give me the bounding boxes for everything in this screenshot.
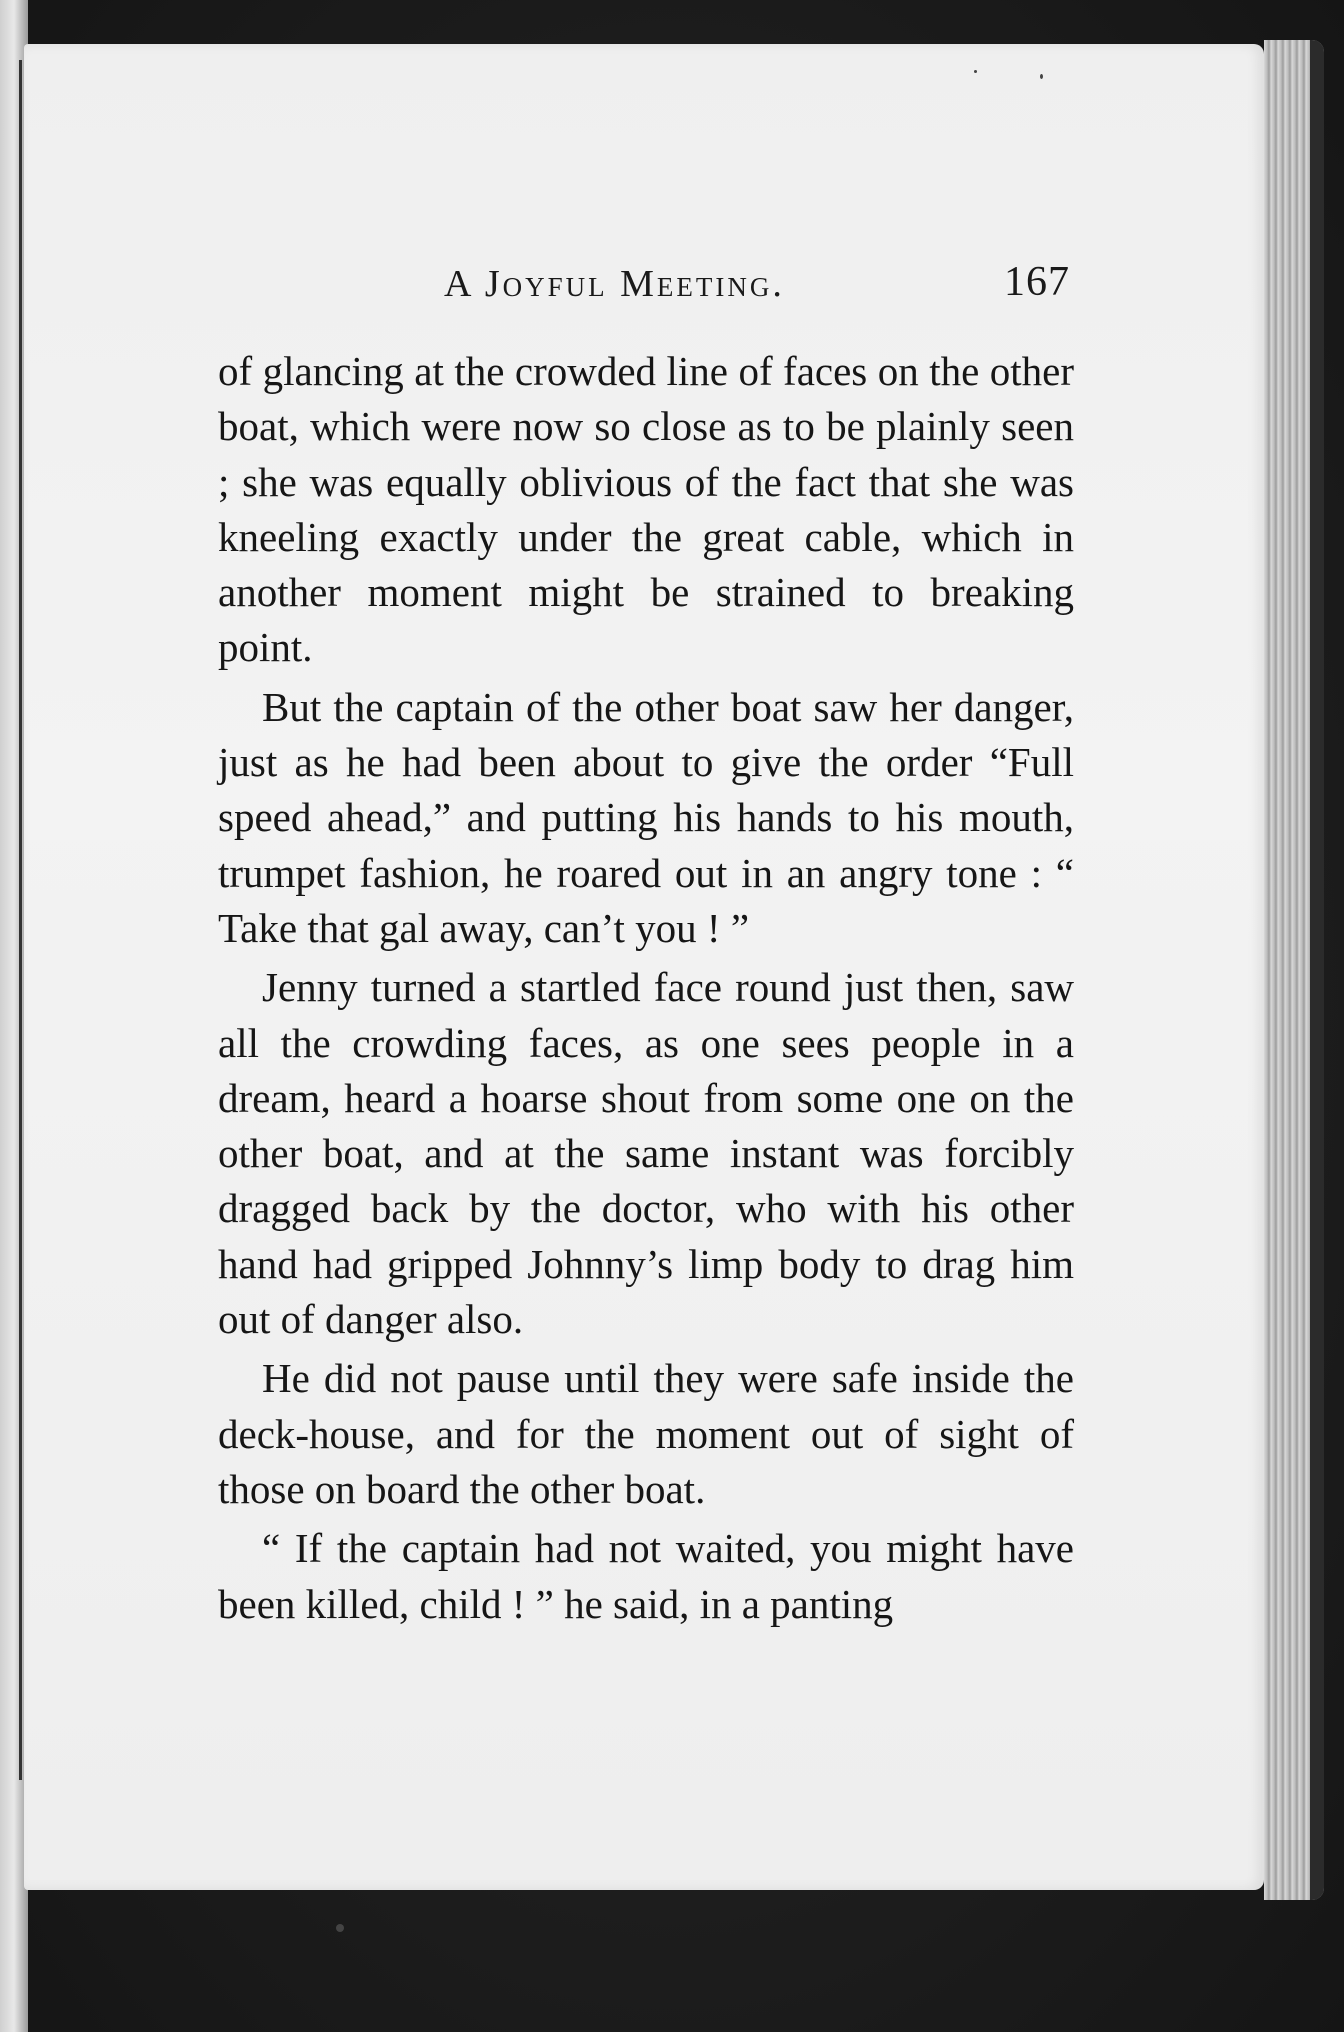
body-text bbox=[218, 344, 1074, 1636]
paragraph-deck-house: He did not pause until they were safe inside the deck-house, and for the moment out of sight of those on board the other boat. bbox=[218, 1355, 1074, 1512]
running-head bbox=[24, 259, 1268, 322]
page-stack-edge bbox=[1264, 40, 1324, 1900]
page-number: 167 bbox=[1004, 259, 1070, 305]
paragraph-jenny: Jenny turned a startled face round just then, saw all the crowding faces, as one sees people in a dream, heard a hoarse shout from some one on the other boat, and at the same instant was forcibly dragged back by the doctor, who with his other hand had gripped Johnny’s limp body to drag him out of danger also. bbox=[218, 964, 1074, 1343]
paper-speck bbox=[1040, 74, 1043, 79]
book-page bbox=[24, 44, 1264, 1890]
paper-speck bbox=[974, 70, 977, 73]
paper-speck bbox=[336, 1924, 344, 1932]
paragraph-dialogue: “ If the captain had not waited, you might have been killed, child ! ” he said, in a panting bbox=[218, 1525, 1074, 1627]
chapter-running-title: A Joyful Meeting. bbox=[444, 263, 785, 305]
paragraph-captain: But the captain of the other boat saw her danger, just as he had been about to give the order “Full speed ahead,” and putting his hands to his mouth, trumpet fashion, he roared out in an angry tone : “ Take that gal away, can’t you ! ” bbox=[218, 683, 1074, 951]
paragraph-continuation: of glancing at the crowded line of faces on the other boat, which were now so close as to be plainly seen ; she was equally oblivious of the fact that she was kneeling exactly under the great cable, which in another moment might be strained to breaking point. bbox=[218, 348, 1074, 671]
